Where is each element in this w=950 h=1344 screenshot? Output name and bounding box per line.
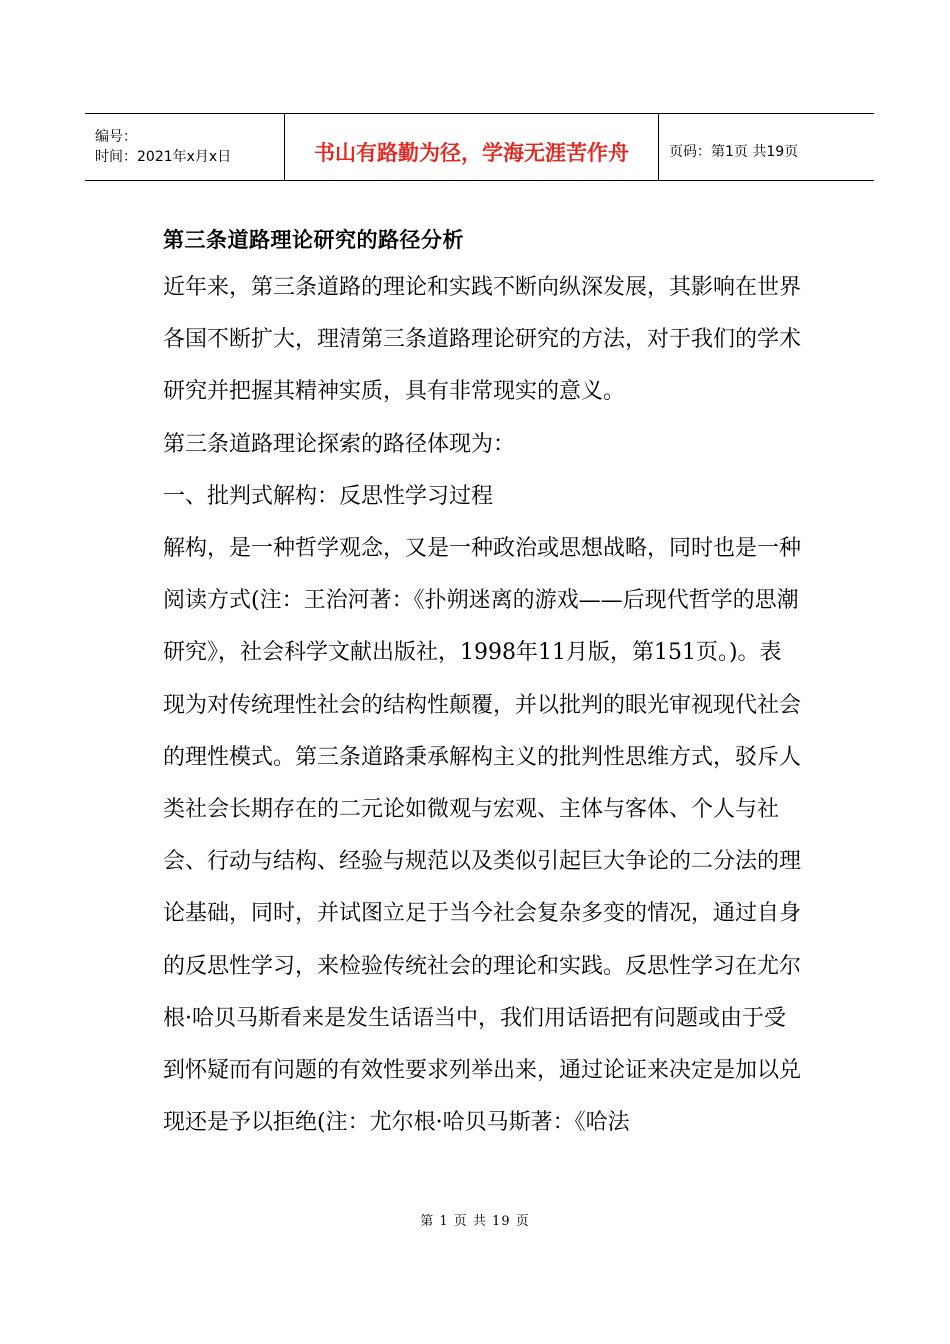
page-footer: 第 1 页 共 19 页 [420, 1214, 530, 1229]
paragraph-path-lead: 第三条道路理论探索的路径体现为： [163, 431, 516, 457]
number-label: 编号： [95, 129, 137, 145]
motto-text: 书山有路勤为径，学海无涯苦作舟 [314, 141, 629, 165]
page-info-text: 页码：第1页 共19页 [669, 144, 799, 160]
paragraph-intro: 近年来，第三条道路的理论和实践不断向纵深发展，其影响在世界各国不断扩大，理清第三条道路理论研究的方法，对于我们的学术研究并把握其精神实质，具有非常现实的意义。 [163, 275, 802, 405]
header-meta [85, 114, 285, 180]
header-page-info [659, 114, 874, 180]
section-heading-1: 一、批判式解构：反思性学习过程 [163, 483, 494, 509]
header-motto [285, 114, 659, 180]
document-title: 第三条道路理论研究的路径分析 [163, 228, 464, 252]
document-body [163, 218, 803, 1149]
time-label: 时间：2021年x月x日 [95, 149, 232, 165]
document-header [85, 113, 874, 181]
paragraph-deconstruction: 解构，是一种哲学观念，又是一种政治或思想战略，同时也是一种阅读方式(注：王治河著：《扑朔迷离的游戏——后现代哲学的思潮研究》，社会科学文献出版社，1998年11月版，第151页。)。表现为对传统理性社会的结构性颠覆，并以批判的眼光审视现代社会的理性模式。第三条道路秉承解构主义的批判性思维方式，驳斥人类社会长期存在的二元论如微观与宏观、主体与客体、个人与社会、行动与结构、经验与规范以及类似引起巨大争论的二分法的理论基础，同时，并试图立足于当今社会复杂多变的情况，通过自身的反思性学习，来检验传统社会的理论和实践。反思性学习在尤尔根·哈贝马斯看来是发生话语当中，我们用话语把有问题或由于受到怀疑而有问题的有效性要求列举出来，通过论证来决定是加以兑现还是予以拒绝(注：尤尔根·哈贝马斯著：《哈法 [163, 536, 802, 1136]
